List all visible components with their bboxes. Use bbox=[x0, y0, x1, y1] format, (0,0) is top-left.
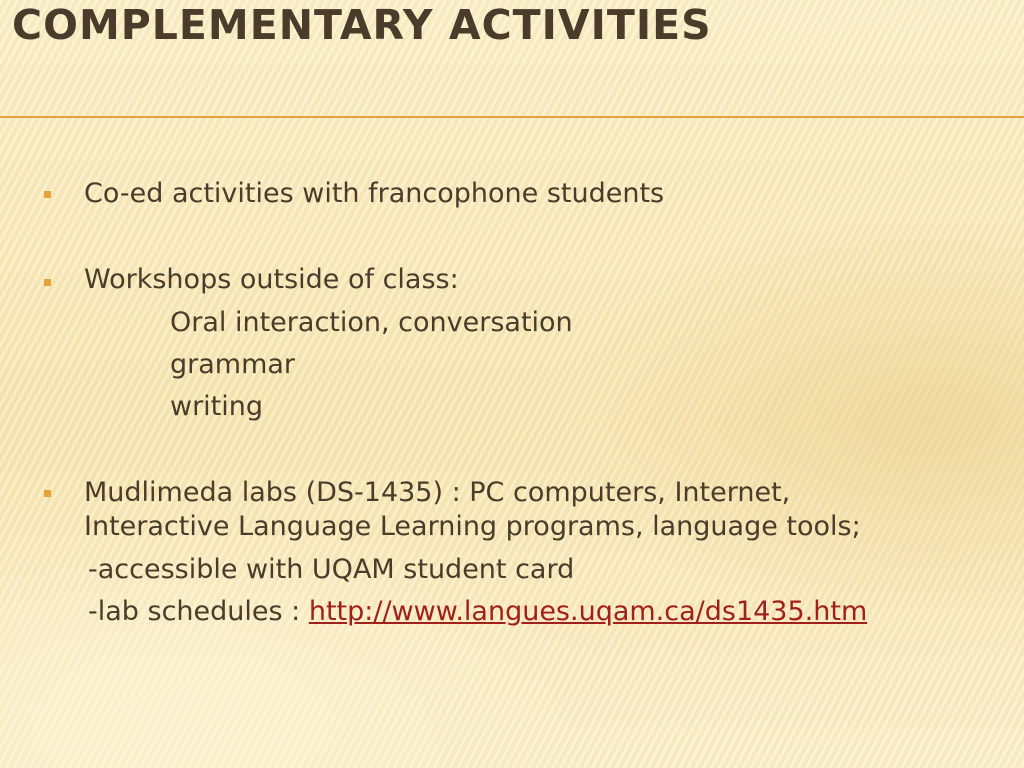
bullet-2-text: Workshops outside of class: bbox=[84, 264, 459, 295]
slide-title: COMPLEMENTARY ACTIVITIES bbox=[12, 1, 712, 49]
bullet-square-icon bbox=[44, 490, 51, 497]
lab-schedule-label: -lab schedules : bbox=[88, 596, 309, 627]
bullet-3-line-2: Interactive Language Learning programs, language tools; bbox=[84, 511, 861, 542]
lab-access-note: -accessible with UQAM student card bbox=[88, 554, 575, 585]
bullet-3-line-1: Mudlimeda labs (DS-1435) : PC computers, Internet, bbox=[84, 477, 791, 508]
bullet-square-icon bbox=[44, 191, 51, 198]
workshop-item-grammar: grammar bbox=[170, 349, 296, 380]
workshop-item-writing: writing bbox=[170, 391, 264, 422]
bullet-1-text: Co-ed activities with francophone students bbox=[84, 178, 665, 209]
lab-schedule-link[interactable]: http://www.langues.uqam.ca/ds1435.htm bbox=[308, 596, 868, 627]
bullet-square-icon bbox=[44, 279, 51, 286]
workshop-item-oral: Oral interaction, conversation bbox=[170, 307, 573, 338]
lab-schedule-line bbox=[88, 595, 867, 629]
